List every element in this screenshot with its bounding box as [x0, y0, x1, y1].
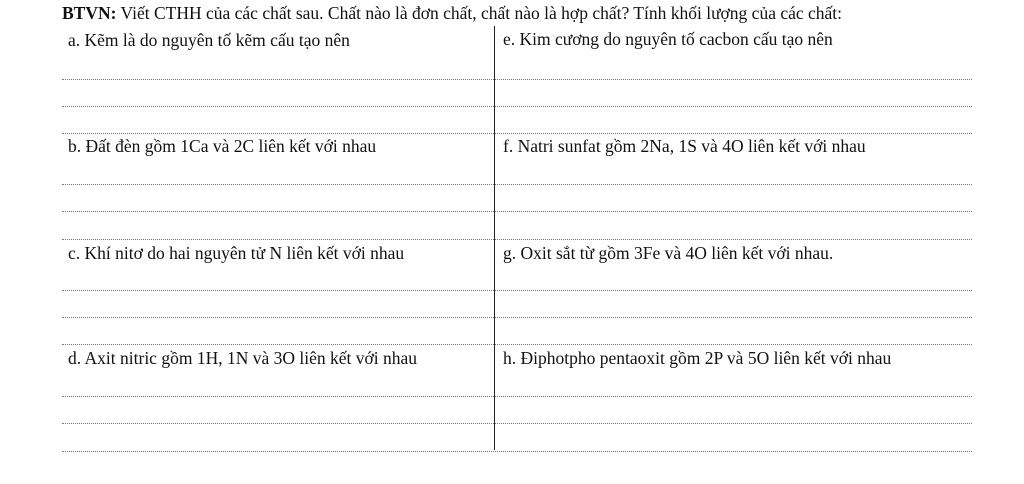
answer-line	[62, 290, 972, 291]
item-f: f. Natri sunfat gồm 2Na, 1S và 4O liên kết với nhau	[503, 136, 866, 156]
item-b: b. Đất đèn gồm 1Ca và 2C liên kết với nhau	[68, 136, 377, 156]
item-d: d. Axit nitric gồm 1H, 1N và 3O liên kết với nhau	[68, 348, 418, 368]
answer-line	[62, 396, 972, 397]
exercise-table	[62, 26, 972, 454]
title-prefix: BTVN:	[62, 3, 117, 23]
item-g: g. Oxit sắt từ gồm 3Fe và 4O liên kết với nhau.	[503, 243, 834, 263]
row-separator	[62, 133, 972, 134]
column-divider	[494, 26, 495, 450]
title-text: Viết CTHH của các chất sau. Chất nào là đơn chất, chất nào là hợp chất? Tính khối lượng của các chất:	[120, 3, 843, 23]
item-c: c. Khí nitơ do hai nguyên tử N liên kết với nhau	[68, 243, 405, 263]
answer-line	[62, 423, 972, 424]
item-e: e. Kim cương do nguyên tố cacbon cấu tạo nên	[503, 29, 833, 49]
answer-line	[62, 317, 972, 318]
row-separator	[62, 239, 972, 240]
item-h: h. Điphotpho pentaoxit gồm 2P và 5O liên kết với nhau	[503, 348, 892, 368]
item-a: a. Kẽm là do nguyên tố kẽm cấu tạo nên	[68, 30, 350, 50]
answer-line	[62, 106, 972, 107]
answer-line	[62, 211, 972, 212]
answer-line	[62, 79, 972, 80]
answer-line	[62, 451, 972, 452]
answer-line	[62, 184, 972, 185]
row-separator	[62, 344, 972, 345]
exercise-title	[62, 2, 842, 24]
